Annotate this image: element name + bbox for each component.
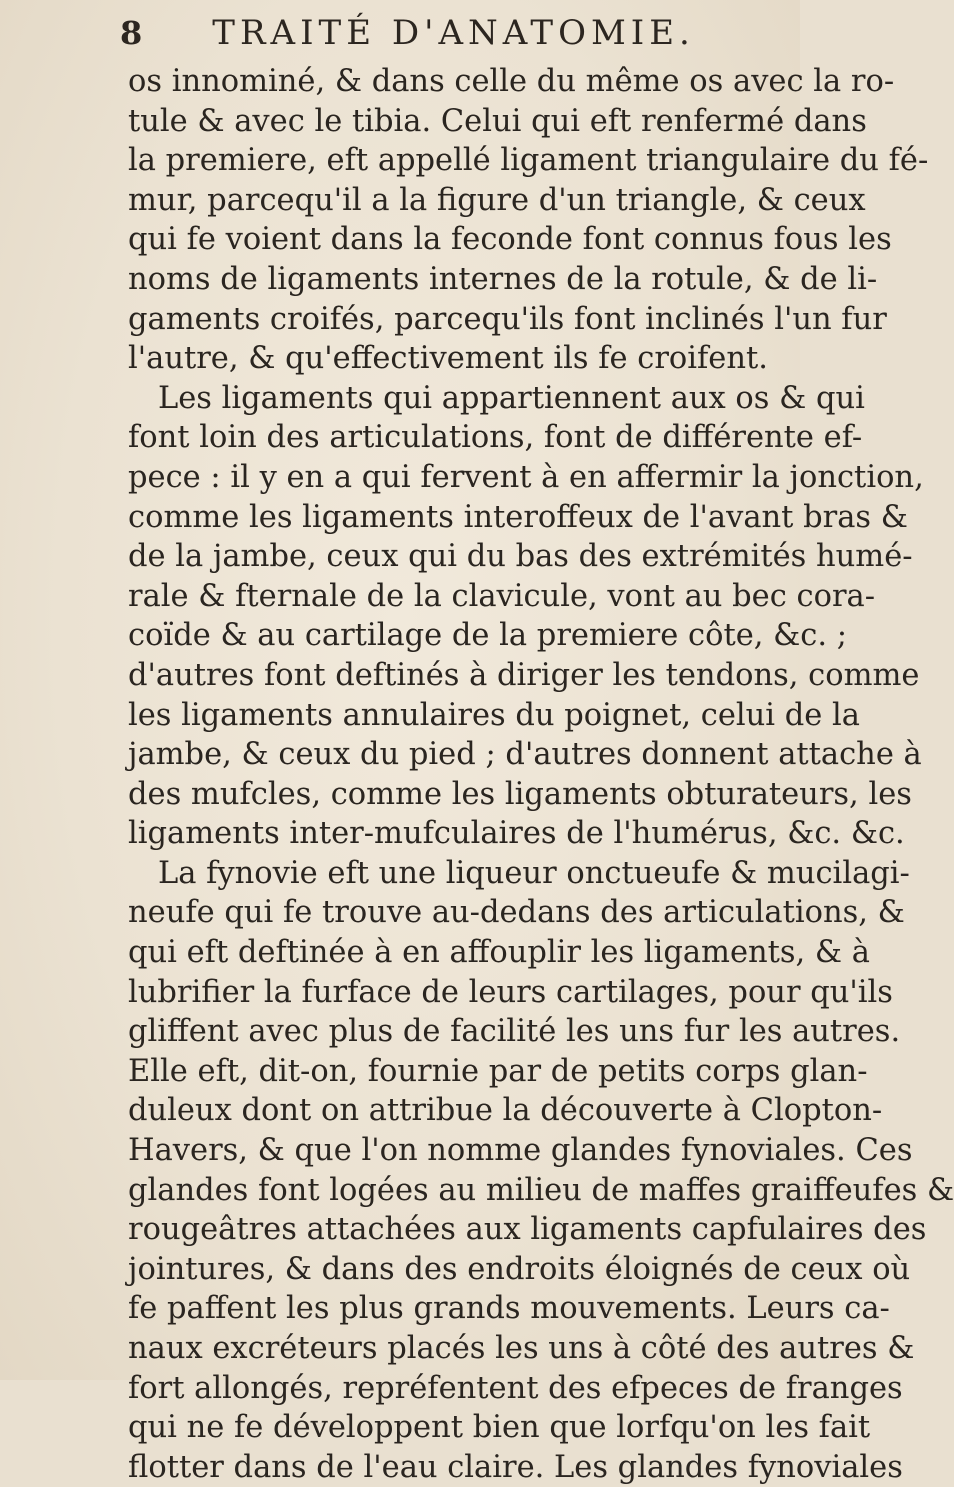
text-line: rale & fternale de la clavicule, vont au bec cora- xyxy=(128,578,876,614)
text-line: font loin des articulations, font de différente ef- xyxy=(128,420,863,456)
text-line: Havers, & que l'on nomme glandes fynoviales. Ces xyxy=(128,1133,913,1169)
page-number: 8 xyxy=(120,14,143,52)
text-line: les ligaments annulaires du poignet, celui de la xyxy=(128,697,860,733)
text-line: naux excréteurs placés les uns à côté des autres & xyxy=(128,1331,915,1366)
text-line: noms de ligaments internes de la rotule, & de li- xyxy=(128,261,878,297)
text-line: fe paffent les plus grands mouvements. Leurs ca- xyxy=(128,1291,890,1327)
text-line: duleux dont on attribue la découverte à Clopton- xyxy=(128,1093,883,1129)
text-line: jointures, & dans des endroits éloignés de ceux où xyxy=(128,1251,911,1287)
text-line: qui eft deftinée à en affouplir les ligaments, & à xyxy=(128,935,870,971)
text-line: La fynovie eft une liqueur onctueufe & mucilagi- xyxy=(158,855,910,891)
text-line: qui ne fe développent bien que lorfqu'on les fait xyxy=(128,1410,871,1446)
running-title: TRAITÉ D'ANATOMIE. xyxy=(212,13,695,53)
text-line: jambe, & ceux du pied ; d'autres donnent attache à xyxy=(128,737,922,773)
text-line: des mufcles, comme les ligaments obturateurs, les xyxy=(128,776,912,812)
text-line: comme les ligaments interoffeux de l'avant bras & xyxy=(128,499,908,535)
text-line: os innominé, & dans celle du même os avec la ro- xyxy=(128,64,895,99)
text-line: de la jambe, ceux qui du bas des extrémités humé- xyxy=(128,539,913,575)
body-text xyxy=(128,62,954,1487)
text-line: gliffent avec plus de facilité les uns fur les autres. xyxy=(128,1014,901,1050)
text-line: d'autres font deftinés à diriger les tendons, comme xyxy=(128,657,920,693)
text-line: flotter dans de l'eau claire. Les glandes fynoviales xyxy=(128,1449,903,1485)
text-line: pece : il y en a qui fervent à en affermir la jonction, xyxy=(128,459,924,495)
text-line: ligaments inter-mufculaires de l'humérus, &c. &c. xyxy=(128,816,905,852)
text-line: gaments croifés, parcequ'ils font inclinés l'un fur xyxy=(128,301,887,337)
text-line: neufe qui fe trouve au-dedans des articulations, & xyxy=(128,895,905,931)
text-line: qui fe voient dans la feconde font connus fous les xyxy=(128,222,892,258)
text-line: mur, parcequ'il a la figure d'un triangle, & ceux xyxy=(128,182,866,218)
text-line: rougeâtres attachées aux ligaments capfulaires des xyxy=(128,1212,927,1248)
text-line: fort allongés, repréfentent des efpeces de franges xyxy=(128,1370,903,1406)
text-line: Elle eft, dit-on, fournie par de petits corps glan- xyxy=(128,1053,868,1089)
text-line: l'autre, & qu'effectivement ils fe croifent. xyxy=(128,341,768,377)
text-line: lubrifier la furface de leurs cartilages, pour qu'ils xyxy=(128,974,893,1010)
text-line: tule & avec le tibia. Celui qui eft renfermé dans xyxy=(128,103,867,139)
text-line: Les ligaments qui appartiennent aux os & qui xyxy=(158,380,865,416)
text-line: coïde & au cartilage de la premiere côte, &c. ; xyxy=(128,618,848,654)
text-line: glandes font logées au milieu de maffes graiffeufes & xyxy=(128,1172,954,1208)
running-head xyxy=(120,8,740,58)
text-line: la premiere, eft appellé ligament triangulaire du fé- xyxy=(128,143,929,179)
